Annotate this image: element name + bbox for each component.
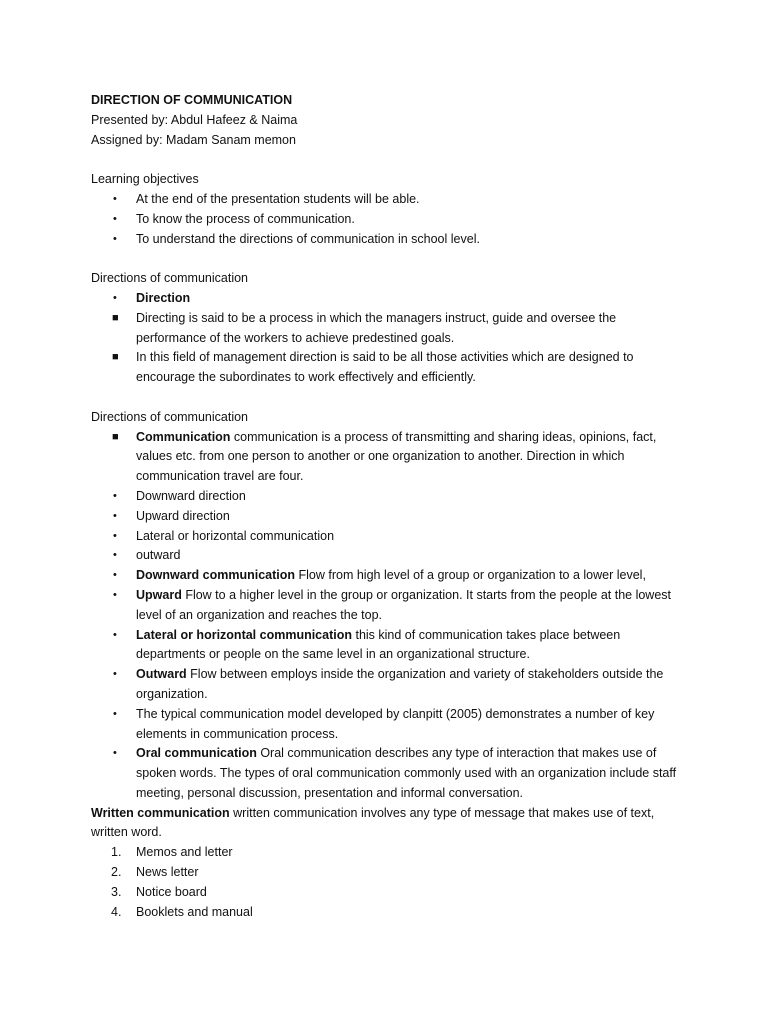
list-item: • To know the process of communication. xyxy=(91,210,681,230)
bullet-icon: • xyxy=(113,291,117,304)
list-item: • Upward direction xyxy=(91,507,681,527)
bullet-icon: • xyxy=(113,232,117,245)
list-item: • Outward Flow between employs inside the organization and variety of stakeholders outside the organization. xyxy=(113,667,664,701)
square-bullet-icon: ■ xyxy=(112,311,119,324)
presented-by: Presented by: Abdul Hafeez & Naima xyxy=(91,112,298,127)
section-heading: Directions of communication xyxy=(91,271,249,286)
bullet-icon: • xyxy=(113,549,117,562)
document-title: DIRECTION OF COMMUNICATION xyxy=(91,93,293,107)
list-item: • Direction xyxy=(91,289,681,309)
bullet-icon: • xyxy=(113,569,117,582)
list-item: • Lateral or horizontal communication this kind of communication takes place between departments or people on the same level in an organizational structure. xyxy=(113,627,621,662)
list-item: • To understand the directions of communication in school level. xyxy=(91,230,681,250)
objectives-list xyxy=(91,190,681,249)
bullet-icon: • xyxy=(113,509,117,522)
list-item: 1. Memos and letter xyxy=(111,845,233,860)
bullet-icon: • xyxy=(113,628,117,641)
list-item: 4. Booklets and manual xyxy=(111,904,253,919)
list-item: • outward xyxy=(91,546,681,566)
document-content xyxy=(91,91,681,922)
written-communication-paragraph: Written communication written communication involves any type of message that makes use of text, written word. xyxy=(91,805,655,840)
square-bullet-icon: ■ xyxy=(112,351,119,364)
list-item: 2. News letter xyxy=(111,865,199,880)
section-heading: Directions of communication xyxy=(91,409,249,424)
list-item: ■ Communication communication is a process of transmitting and sharing ideas, opinions, fact, values etc. from one person to another or one organization to another. Direction in which communication travel are four. xyxy=(112,429,657,484)
list-item: • Oral communication Oral communication describes any type of interaction that makes use of spoken words. The types of oral communication commonly used with an organization include staff meeting, personal discussion, presentation and informal conversation. xyxy=(113,746,677,800)
objectives-heading: Learning objectives xyxy=(91,172,199,187)
section2-list xyxy=(91,428,681,804)
bullet-icon: • xyxy=(113,707,117,720)
list-item: ■ In this field of management direction is said to be all those activities which are designed to encourage the subordinates to work effectively and efficiently. xyxy=(112,350,634,385)
bullet-icon: • xyxy=(113,747,117,760)
section1-list xyxy=(91,289,681,388)
list-item: ■ Directing is said to be a process in which the managers instruct, guide and oversee the performance of the workers to achieve predestined goals. xyxy=(112,310,617,345)
written-list xyxy=(91,843,681,922)
bullet-icon: • xyxy=(113,489,117,502)
list-item: • At the end of the presentation students will be able. xyxy=(91,190,681,210)
list-item: • Downward direction xyxy=(91,487,681,507)
list-item: • Upward Flow to a higher level in the group or organization. It starts from the people at the lowest level of an organization and reaches the top. xyxy=(113,587,671,622)
bullet-icon: • xyxy=(113,212,117,225)
list-item: • Downward communication Flow from high level of a group or organization to a lower level, xyxy=(91,566,681,586)
bullet-icon: • xyxy=(113,588,117,601)
bullet-icon: • xyxy=(113,529,117,542)
assigned-by: Assigned by: Madam Sanam memon xyxy=(91,132,296,147)
bullet-icon: • xyxy=(113,668,117,681)
square-bullet-icon: ■ xyxy=(112,430,119,443)
bullet-icon: • xyxy=(113,192,117,205)
list-item: • The typical communication model developed by clanpitt (2005) demonstrates a number of key elements in communication process. xyxy=(113,706,655,741)
list-item: • Lateral or horizontal communication xyxy=(91,527,681,547)
list-item: 3. Notice board xyxy=(111,884,207,899)
